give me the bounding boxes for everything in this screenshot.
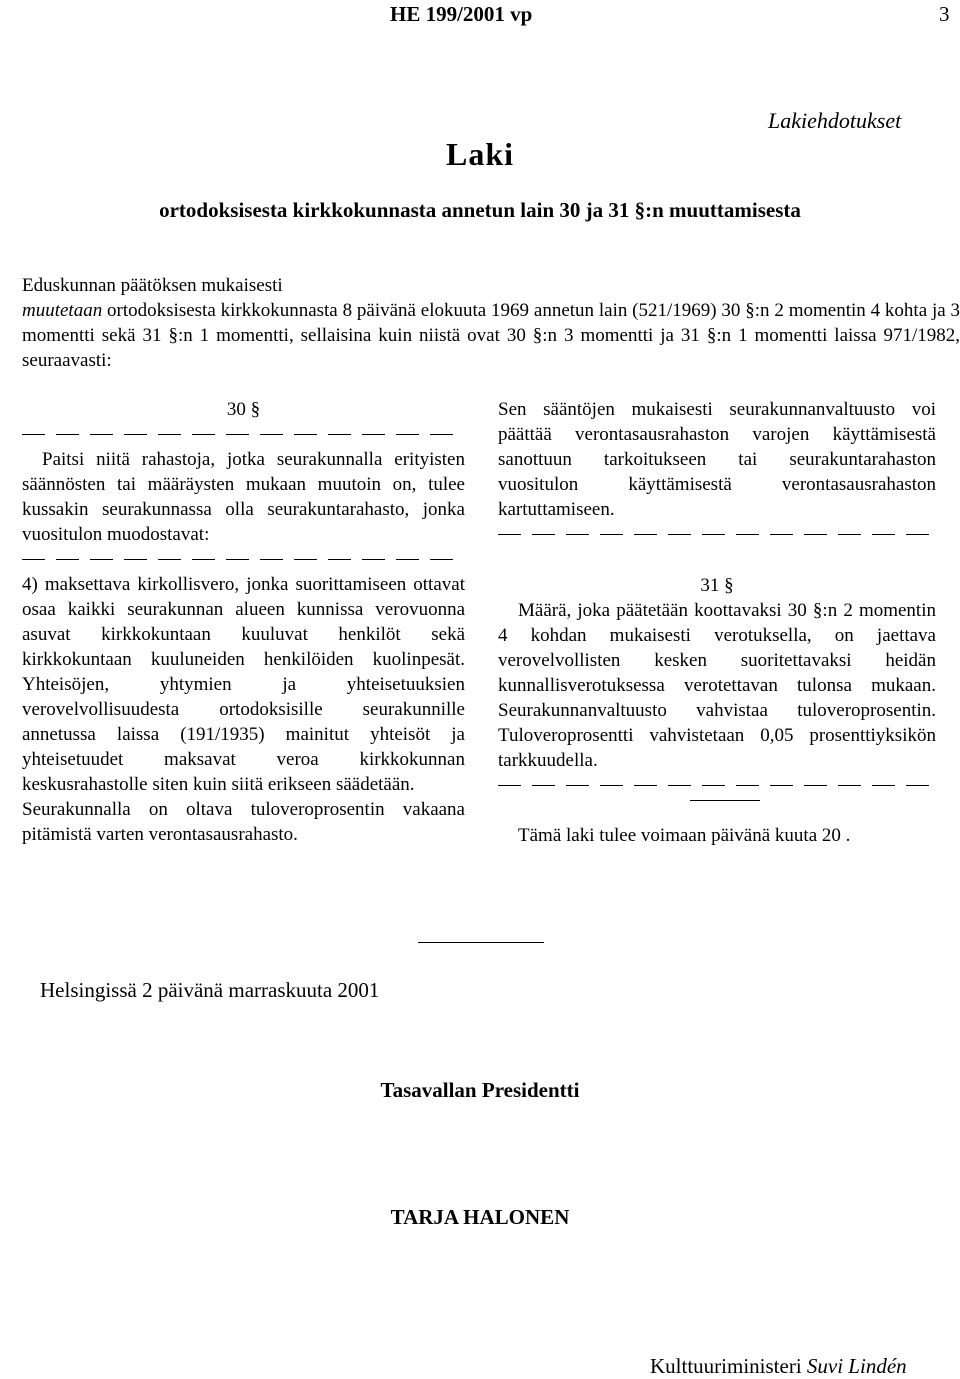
section-30-paragraph-1: Paitsi niitä rahastoja, jotka seurakunnalla erityisten säännösten tai määräysten mukaan muutoin on, tulee kussakin seurakunnassa olla seurakuntarahasto, jonka vuositulon muodostavat: (22, 449, 465, 545)
section-31-paragraph-1: Määrä, joka päätetään koottavaksi 30 §:n 2 momentin 4 kohdan mukaisesti verotuksella, on jaettava verovelvollisten kesken suoritettavaksi heidän kunnallisverotuksessa verotettavan tulonsa mukaan. Seurakunnanvaltuusto vahvistaa tuloveroprosentin. Tuloveroprosentti vahvistetaan 0,05 prosenttiyksikön tarkkuudella. (498, 600, 936, 771)
omission-dashes (498, 773, 936, 798)
right-column (498, 397, 936, 848)
section-label: Lakiehdotukset (768, 108, 902, 133)
enacting-clause (22, 273, 960, 373)
amendment-verb: muutetaan (22, 300, 103, 321)
section-end-rule (498, 798, 936, 823)
amendment-clause (22, 298, 960, 373)
law-title: Laki (445, 136, 515, 172)
section-30-item-4: 4) maksettava kirkollisvero, jonka suorittamiseen ottavat osaa kaikki seurakunnan alueen kunnissa verovuonna asuvat kirkkokuntaan kuuluvat henkilöt sekä kirkkokuntaan kuuluneiden henkilöiden kuolinpesät. Yhteisöjen, yhtymien ja yhteisetuuksien verovelvollisuudesta ortodoksisille seurakunnille annetussa laissa (191/1935) mainitut yhteisöt ja yhteisetuudet maksavat veroa kirkkokunnan keskusrahastolle siten kuin siitä erikseen säädetään. (22, 574, 465, 795)
section-30-paragraph-3: Seurakunnalla on oltava tuloveroprosentin vakaana pitämistä varten verontasausrahasto. (22, 799, 465, 845)
law-end-rule (418, 942, 544, 943)
left-column (22, 397, 465, 847)
section-31-heading: 31 § (700, 575, 734, 596)
document-reference: HE 199/2001 vp (390, 2, 533, 26)
spacer (498, 547, 936, 573)
omission-dashes (498, 522, 936, 547)
minister-title: Kulttuuriministeri (650, 1354, 802, 1378)
section-30-heading: 30 § (226, 399, 261, 420)
entry-into-force: Tämä laki tulee voimaan päivänä kuuta 20 . (518, 825, 851, 846)
president-title: Tasavallan Presidentti (380, 1078, 580, 1102)
place-and-date: Helsingissä 2 päivänä marraskuuta 2001 (40, 978, 380, 1002)
minister-signature (650, 1354, 907, 1379)
minister-name: Suvi Lindén (806, 1354, 907, 1378)
page-number: 3 (939, 2, 950, 26)
enacting-formula: Eduskunnan päätöksen mukaisesti (22, 275, 283, 296)
omission-dashes (22, 547, 465, 572)
amendment-text: ortodoksisesta kirkkokunnasta 8 päivänä elokuuta 1969 annetun lain (521/1969) 30 §:n 2 momentin 4 kohta ja 3 momentti sekä 31 §:n 1 momentti, sellaisina kuin niistä ovat 30 §:n 3 momentti ja 31 §:n 1 momentti laissa 971/1982, seuraavasti: (22, 300, 960, 371)
section-30-paragraph-3-cont: Sen sääntöjen mukaisesti seurakunnanvaltuusto voi päättää verontasausrahaston varojen käyttämisestä sanottuun tarkoitukseen tai seurakuntarahaston vuositulon käyttämisestä verontasausrahaston kartuttamiseen. (498, 399, 936, 520)
omission-dashes (22, 422, 465, 447)
president-name: TARJA HALONEN (390, 1205, 570, 1229)
law-subtitle: ortodoksisesta kirkkokunnasta annetun lain 30 ja 31 §:n muuttamisesta (159, 198, 801, 222)
